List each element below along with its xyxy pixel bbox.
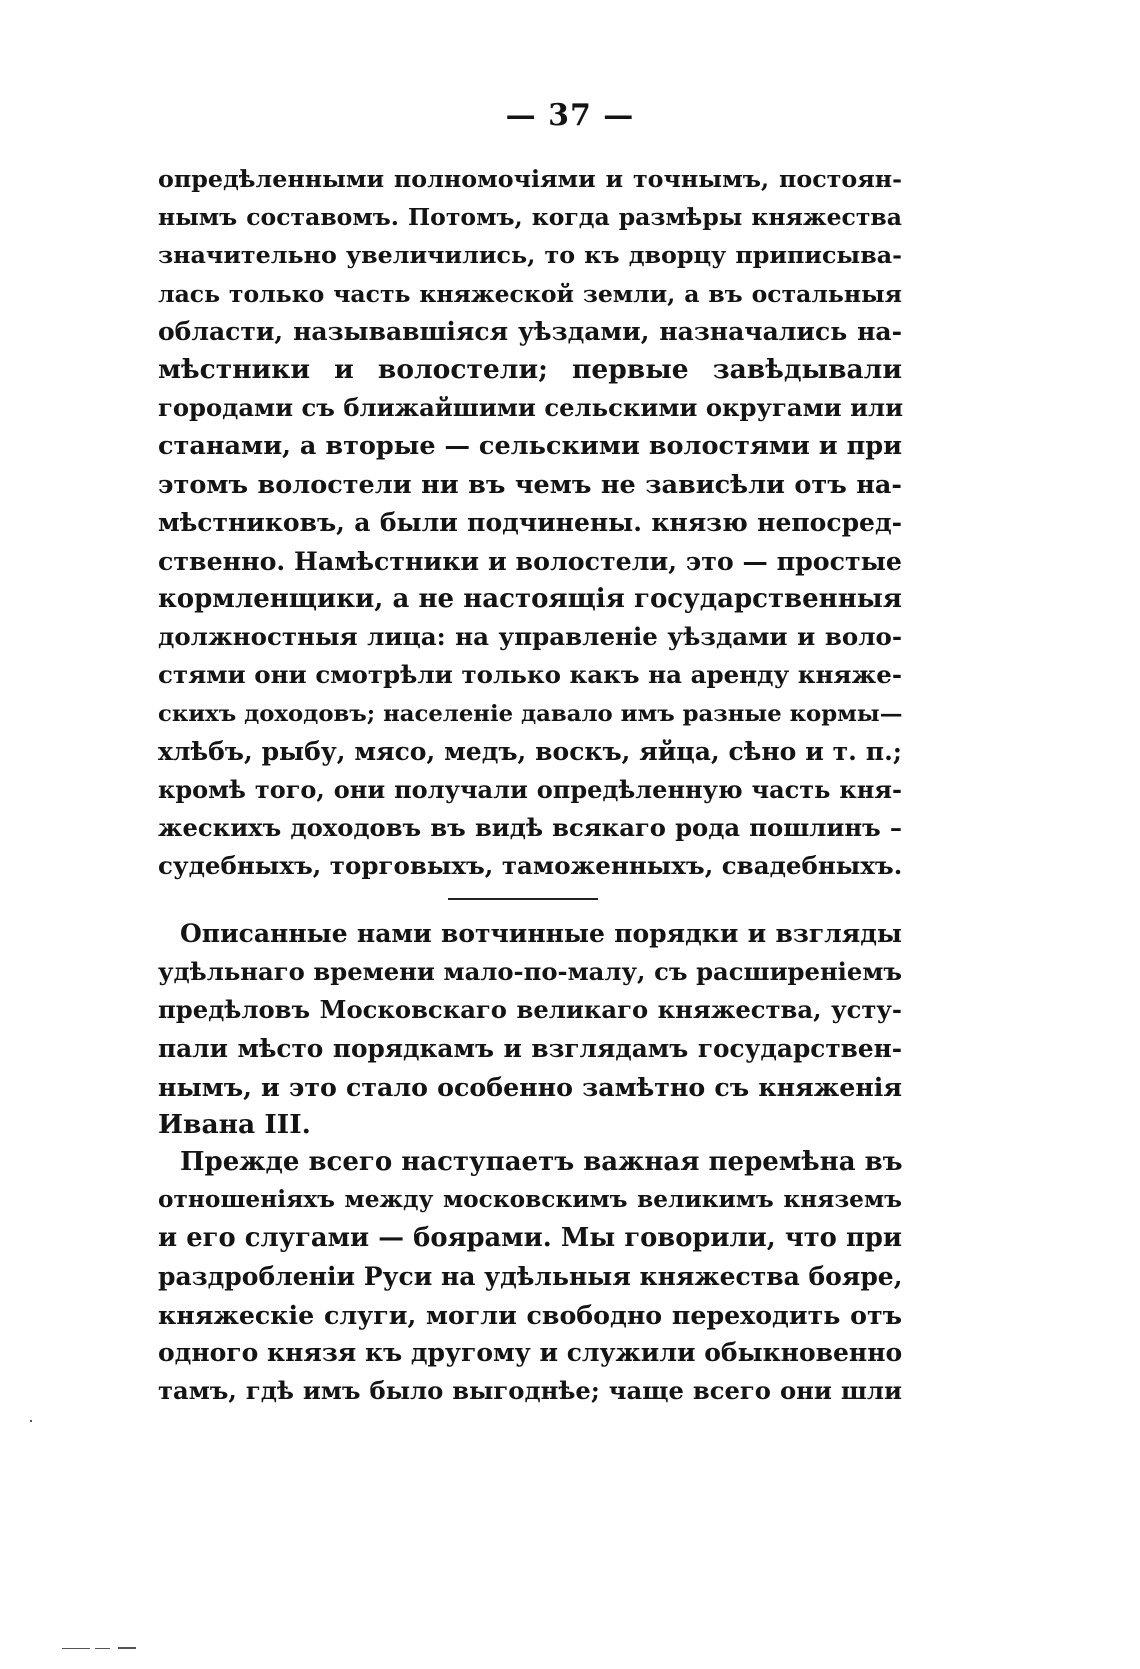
text-line: Описанные нами вотчинные порядки и взгляды <box>180 919 902 948</box>
paragraph-2 <box>158 915 902 1144</box>
text-line: стями они смотрѣли только какъ на аренду княже- <box>158 660 902 690</box>
text-line: опредѣленными полномочіями и точнымъ, постоян- <box>158 165 902 193</box>
text-line: кормленщики, а не настоящія государственныя <box>158 584 902 615</box>
text-line: княжескіе слуги, могли свободно переходить отъ <box>158 1299 902 1330</box>
text-line: кромѣ того, они получали опредѣленную часть кня- <box>158 775 902 804</box>
text-line: хлѣбъ, рыбу, мясо, медъ, воскъ, яйца, сѣно и т. п.; <box>158 736 902 766</box>
text-line: этомъ волостели ни въ чемъ не зависѣли отъ на- <box>158 469 902 500</box>
text-line: и его слугами — боярами. Мы говорили, что при <box>158 1223 902 1254</box>
text-line: пали мѣсто порядкамъ и взглядамъ государствен- <box>158 1033 902 1063</box>
text-line: мѣстники и волостели; первые завѣдывали <box>158 353 902 385</box>
text-line: городами съ ближайшими сельскими округами или <box>158 393 904 423</box>
text-line: области, называвшіяся уѣздами, назначались на- <box>158 316 902 346</box>
text-line: раздробленіи Руси на удѣльныя княжества бояре, <box>158 1261 903 1291</box>
section-divider <box>448 898 598 900</box>
paragraph-1 <box>158 160 902 886</box>
text-line: отношеніяхъ между московскимъ великимъ княземъ <box>158 1186 902 1214</box>
scan-artifact <box>118 1647 136 1649</box>
text-line: лась только часть княжеской земли, а въ остальныя <box>158 279 902 308</box>
scan-artifact <box>62 1648 90 1649</box>
text-line: должностныя лица: на управленіе уѣздами и воло- <box>158 622 902 652</box>
text-line: удѣльнаго времени мало-по-малу, съ расширеніемъ <box>158 957 902 987</box>
text-line: нымъ составомъ. Потомъ, когда размѣры княжества <box>158 203 902 232</box>
page-number: — 37 — <box>505 98 635 133</box>
text-line: тамъ, гдѣ имъ было выгоднѣе; чаще всего они шли <box>158 1376 902 1406</box>
text-line: Ивана III. <box>158 1108 311 1140</box>
scan-artifact <box>30 1420 32 1422</box>
text-line: судебныхъ, торговыхъ, таможенныхъ, свадебныхъ. <box>158 851 903 881</box>
text-line: нымъ, и это стало особенно замѣтно съ княженія <box>158 1071 902 1102</box>
text-line: скихъ доходовъ; населеніе давало имъ разные кормы— <box>158 700 903 727</box>
text-line: значительно увеличились, то къ дворцу приписыва- <box>158 241 902 270</box>
text-line: ственно. Намѣстники и волостели, это — простые <box>158 545 902 576</box>
scan-artifact <box>95 1648 110 1649</box>
text-line: Прежде всего наступаетъ важная перемѣна въ <box>180 1147 903 1177</box>
text-line: станами, а вторые — сельскими волостями и при <box>158 431 902 462</box>
text-line: предѣловъ Московскаго великаго княжества, усту- <box>158 995 902 1025</box>
text-line: мѣстниковъ, а были подчинены. князю непосред- <box>158 507 902 537</box>
text-line: жескихъ доходовъ въ видѣ всякаго рода пошлинъ – <box>158 813 902 843</box>
text-line: одного князя къ другому и служили обыкновенно <box>158 1337 903 1367</box>
paragraph-3 <box>158 1143 902 1410</box>
